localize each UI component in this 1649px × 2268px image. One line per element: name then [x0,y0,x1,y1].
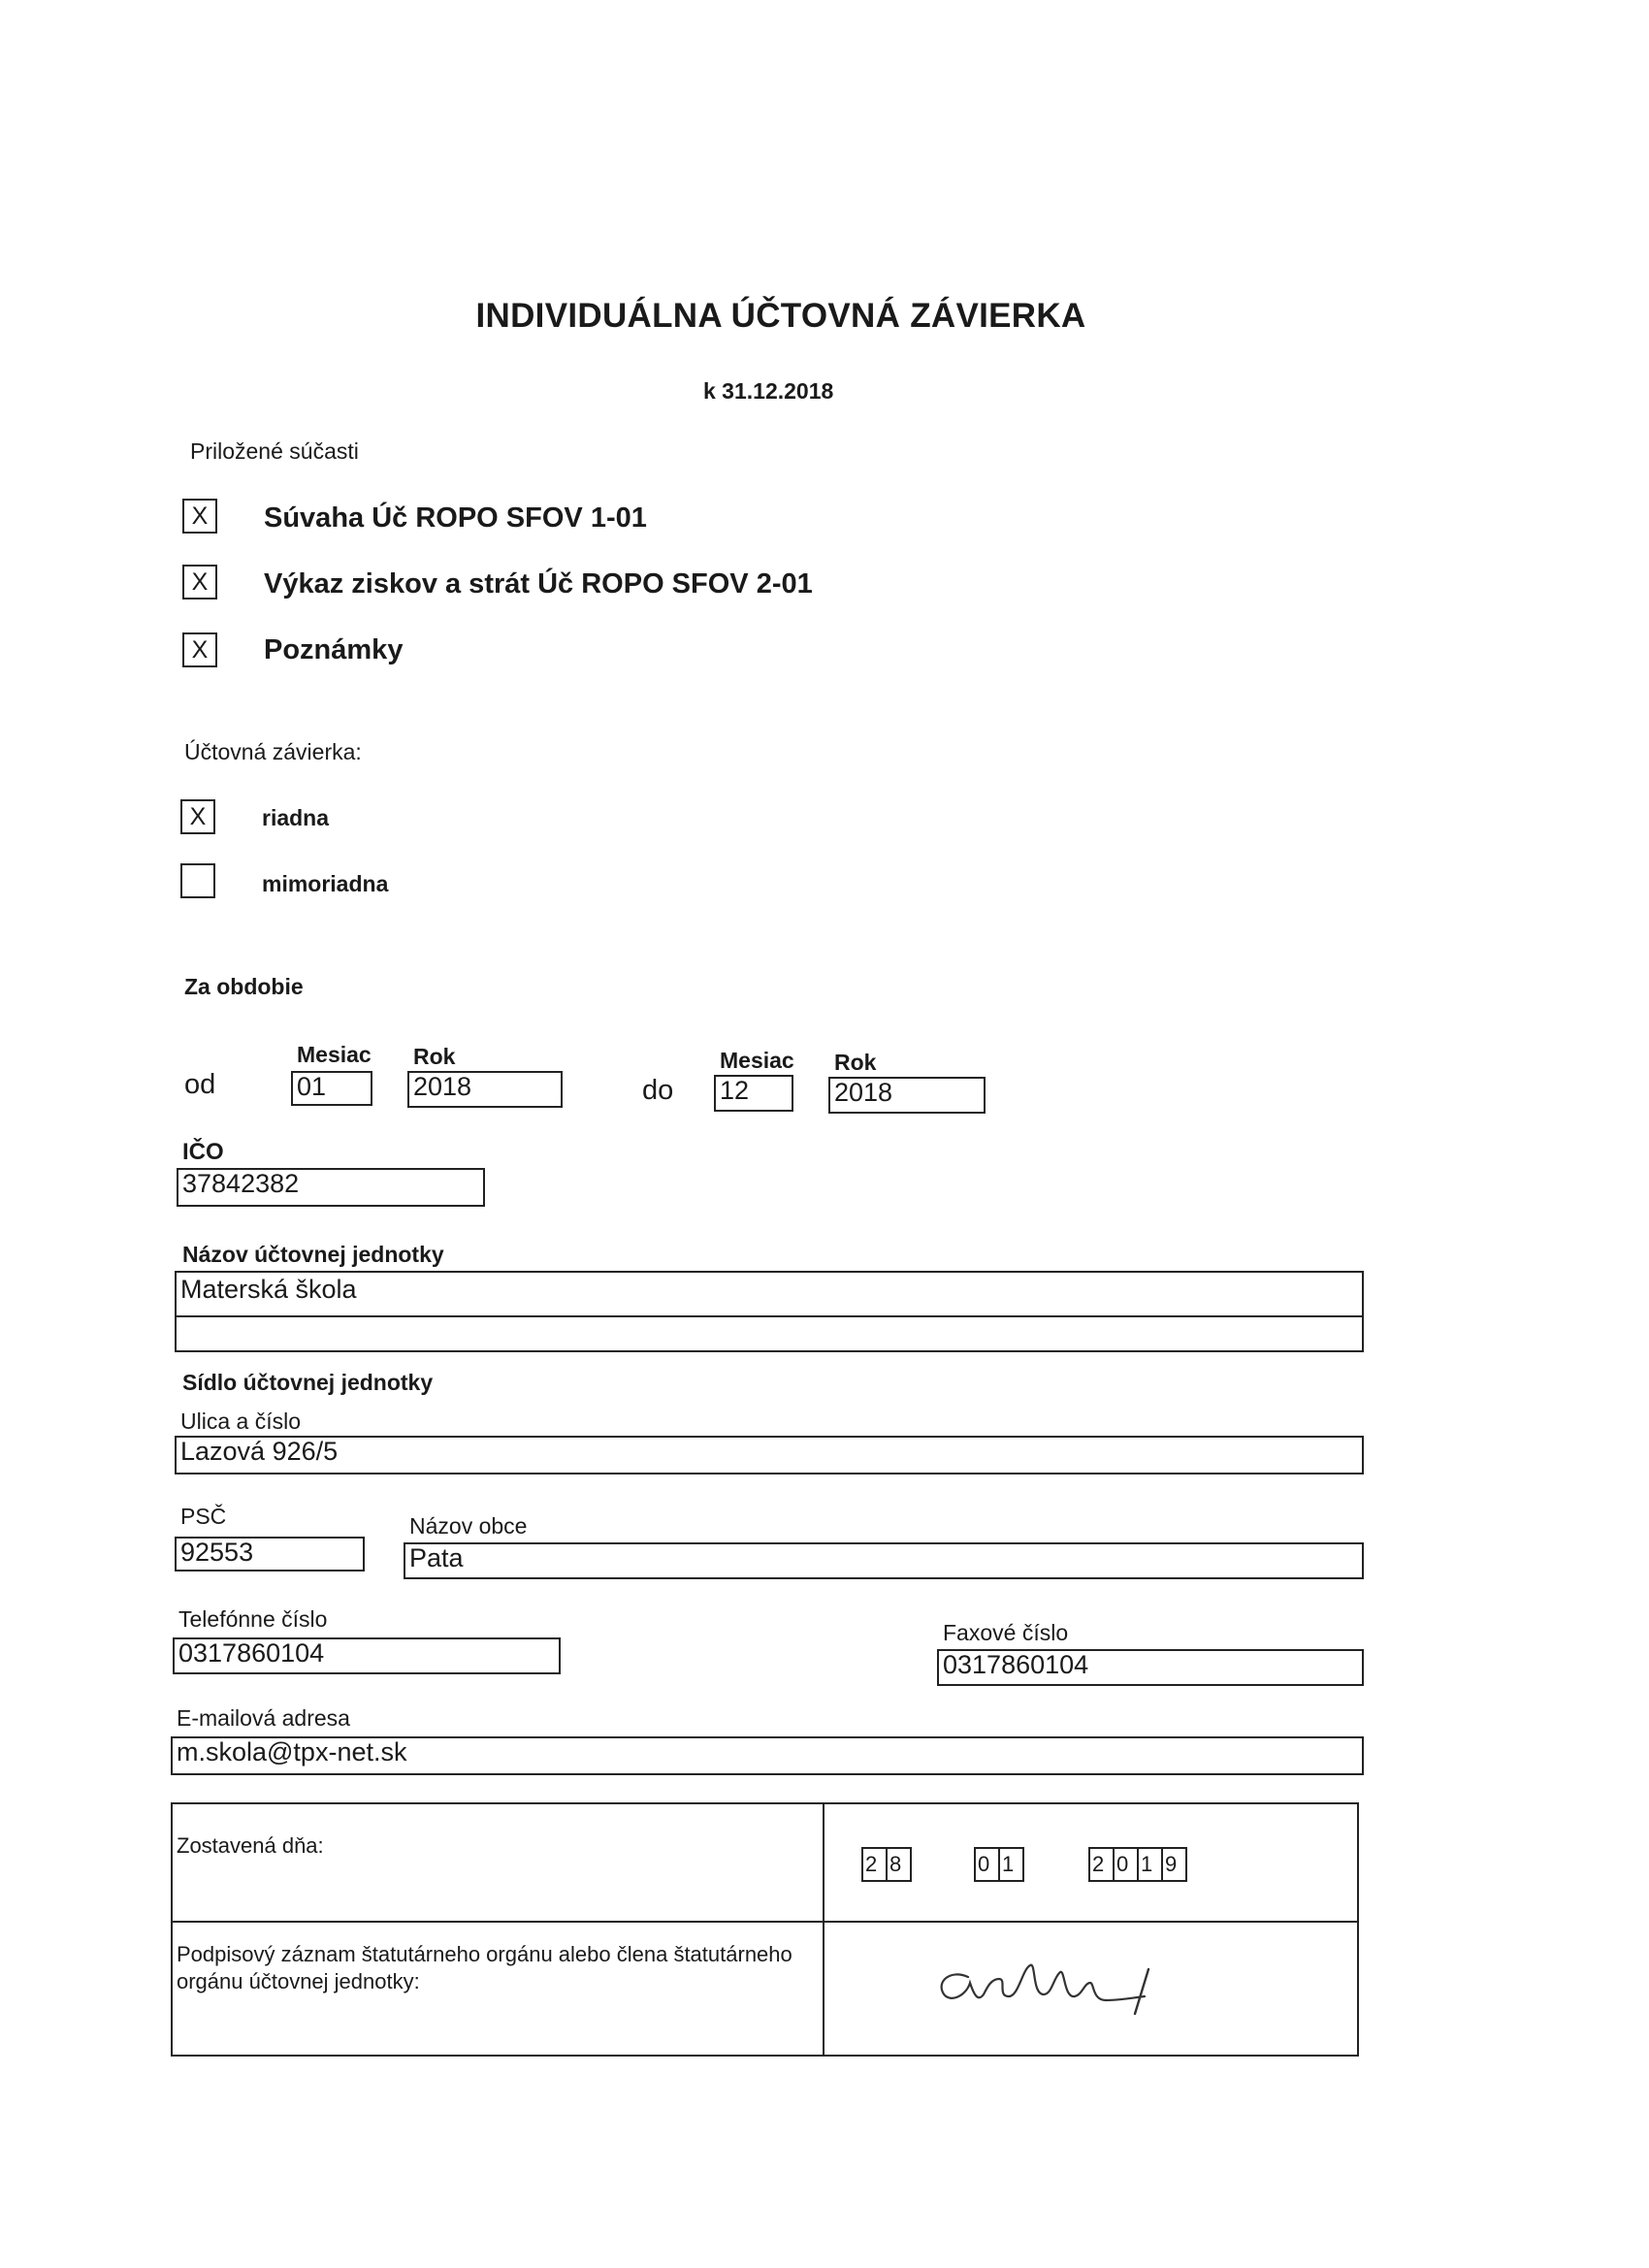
fax-label: Faxové číslo [943,1620,1069,1645]
statement-checkbox-mimoriadna[interactable] [180,863,215,898]
phone-field[interactable]: 0317860104 [173,1637,561,1674]
page-title: INDIVIDUÁLNA ÚČTOVNÁ ZÁVIERKA [475,297,1086,335]
city-label: Názov obce [409,1513,528,1539]
entity-name-box [175,1271,1364,1352]
to-label: do [642,1075,674,1106]
compiled-month-digit: 1 [998,1847,1024,1882]
compiled-month-digit: 0 [974,1847,1000,1882]
statement-type-label: Účtovná závierka: [184,739,362,764]
from-label: od [184,1069,216,1100]
compiled-day[interactable] [861,1847,910,1882]
to-year-label: Rok [834,1050,877,1075]
signature-label-line1: Podpisový záznam štatutárneho orgánu alebo člena štatutárneho [177,1942,792,1966]
to-month-field[interactable]: 12 [714,1075,793,1112]
attachment-label-poznamky: Poznámky [264,634,404,665]
fax-field[interactable]: 0317860104 [937,1649,1364,1686]
city-field[interactable]: Pata [404,1542,1364,1579]
from-month-label: Mesiac [297,1042,372,1067]
entity-name-line1[interactable]: Materská škola [180,1275,357,1304]
compiled-year-digit: 9 [1161,1847,1187,1882]
from-month-field[interactable]: 01 [291,1071,372,1106]
from-year-label: Rok [413,1044,456,1069]
compiled-year-digit: 2 [1088,1847,1115,1882]
ico-field[interactable]: 37842382 [177,1168,485,1207]
psc-field[interactable]: 92553 [175,1537,365,1571]
to-month-label: Mesiac [720,1048,794,1073]
attachment-checkbox-vykaz[interactable]: X [182,565,217,599]
compiled-month[interactable] [974,1847,1022,1882]
statement-checkbox-riadna[interactable]: X [180,799,215,834]
street-field[interactable]: Lazová 926/5 [175,1436,1364,1474]
to-year-field[interactable]: 2018 [828,1077,986,1114]
entity-name-label: Názov účtovnej jednotky [182,1242,444,1267]
attachment-label-suvaha: Súvaha Úč ROPO SFOV 1-01 [264,502,647,534]
period-label: Za obdobie [184,974,304,999]
compiled-year[interactable] [1088,1847,1185,1882]
signature-label-line2: orgánu účtovnej jednotky: [177,1969,420,1993]
handwritten-signature [929,1940,1181,2027]
email-field[interactable]: m.skola@tpx-net.sk [171,1736,1364,1775]
email-label: E-mailová adresa [177,1705,350,1731]
phone-label: Telefónne číslo [178,1606,328,1632]
attachment-checkbox-poznamky[interactable]: X [182,632,217,667]
psc-label: PSČ [180,1504,227,1529]
address-label: Sídlo účtovnej jednotky [182,1370,434,1395]
attachment-label-vykaz: Výkaz ziskov a strát Úč ROPO SFOV 2-01 [264,568,813,599]
street-label: Ulica a číslo [180,1409,301,1434]
compiled-label: Zostavená dňa: [177,1833,324,1858]
attachments-label: Priložené súčasti [190,438,359,464]
as-of-date: k 31.12.2018 [703,378,834,404]
compiled-year-digit: 0 [1113,1847,1139,1882]
attachment-checkbox-suvaha[interactable]: X [182,499,217,534]
statement-label-mimoriadna: mimoriadna [262,871,389,896]
compiled-signature-table [171,1802,1359,2057]
statement-label-riadna: riadna [262,805,330,830]
compiled-day-digit: 8 [886,1847,912,1882]
compiled-year-digit: 1 [1137,1847,1163,1882]
ico-label: IČO [182,1139,224,1165]
compiled-day-digit: 2 [861,1847,888,1882]
from-year-field[interactable]: 2018 [407,1071,563,1108]
